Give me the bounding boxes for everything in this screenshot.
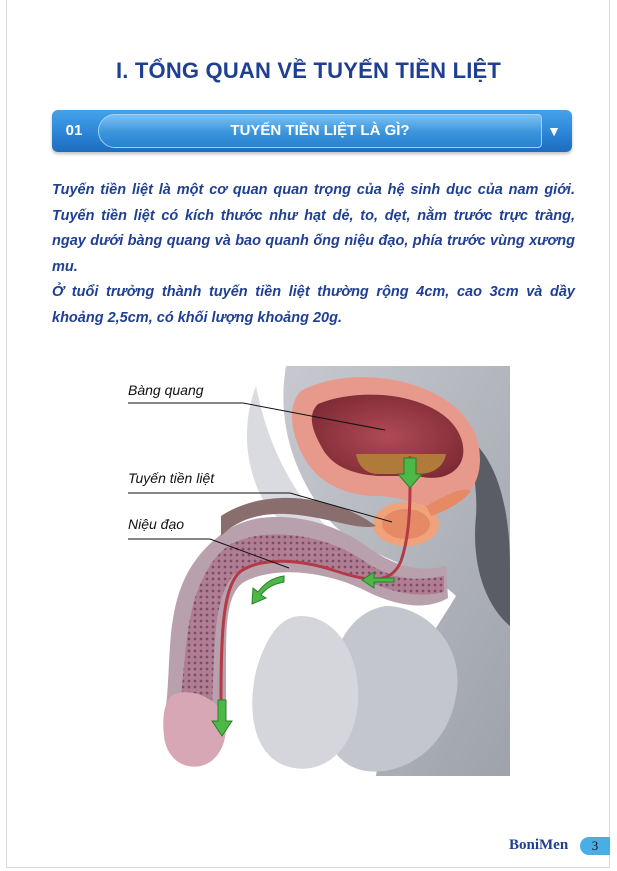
label-prostate: Tuyến tiền liệt [128, 470, 215, 486]
section-number: 01 [65, 122, 83, 139]
label-bladder: Bàng quang [128, 382, 204, 398]
section-title-box [98, 114, 542, 148]
body-text [52, 178, 575, 331]
paragraph: Tuyến tiền liệt là một cơ quan quan trọng của hệ sinh dục của nam giới. Tuyến tiền liệt có kích thước như hạt dẻ, to, dẹt, nằm trước trực tràng, ngay dưới bàng quang và bao quanh ống niệu đạo, phía trước vùng xương mu. [52, 182, 575, 275]
section-header[interactable] [52, 110, 572, 152]
chevron-down-icon[interactable]: ▼ [547, 123, 561, 139]
label-urethra: Niệu đạo [128, 516, 185, 532]
brand-name: BoniMen [509, 837, 569, 853]
page-title: I. TỔNG QUAN VỀ TUYẾN TIỀN LIỆT [115, 58, 502, 83]
page-number: 3 [580, 837, 610, 855]
paragraph: Ở tuổi trưởng thành tuyến tiền liệt thường rộng 4cm, cao 3cm và dầy khoảng 2,5cm, có khối lượng khoảng 20g. [52, 284, 575, 326]
anatomy-illustration [126, 366, 510, 776]
section-title: TUYẾN TIỀN LIỆT LÀ GÌ? [230, 122, 410, 139]
